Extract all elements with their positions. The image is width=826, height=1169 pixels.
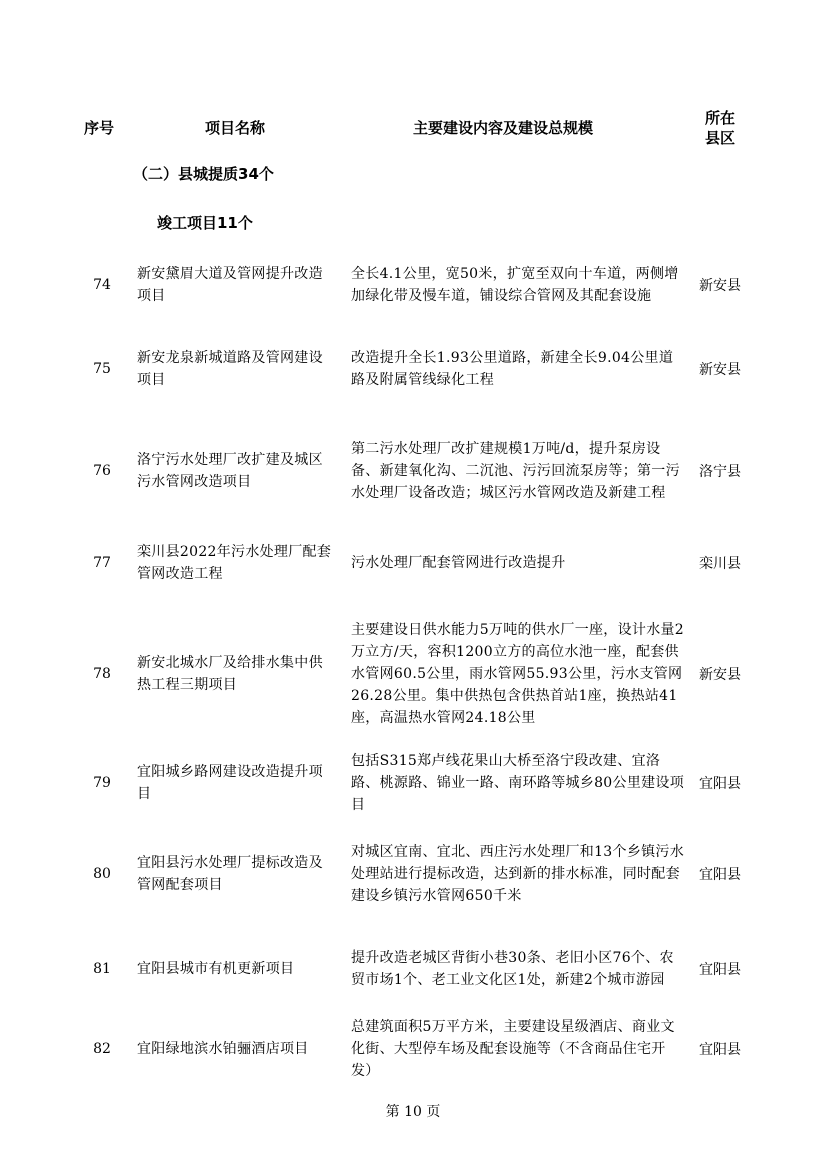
header-county-line2: 县区	[704, 129, 735, 147]
row-project-name: 宜阳县污水处理厂提标改造及管网配套项目	[137, 855, 323, 893]
row-county: 新安县	[699, 362, 741, 378]
row-project-name: 宜阳绿地滨水铂骊酒店项目	[137, 1041, 309, 1057]
header-county	[700, 108, 740, 148]
row-number: 80	[93, 866, 111, 882]
row-content: 全长4.1公里，宽50米，扩宽至双向十车道，两侧增加绿化带及慢车道，铺设综合管网及其配套设施	[351, 266, 679, 304]
row-county: 新安县	[699, 278, 741, 294]
page-number: 第 10 页	[385, 1104, 441, 1120]
header-content: 主要建设内容及建设总规模	[413, 119, 594, 137]
row-county: 栾川县	[699, 556, 741, 572]
row-content: 第二污水处理厂改扩建规模1万吨/d，提升泵房设备、新建氧化沟、二沉池、污污回流泵房等；第一污水处理厂设备改造；城区污水管网改造及新建工程	[351, 441, 680, 501]
subsection-title: 竣工项目11个	[157, 214, 253, 232]
row-number: 82	[93, 1041, 111, 1057]
row-county: 宜阳县	[699, 867, 741, 883]
row-content: 总建筑面积5万平方米，主要建设星级酒店、商业文化街、大型停车场及配套设施等（不含商品住宅开发）	[351, 1019, 675, 1079]
header-seq: 序号	[84, 119, 115, 137]
row-content: 主要建设日供水能力5万吨的供水厂一座，设计水量2万立方/天，容积1200立方的高位水池一座，配套供水管网60.5公里，雨水管网55.93公里，污水支管网26.28公里。集中供热包含供热首站1座，换热站41座，高温热水管网24.18公里	[351, 622, 685, 726]
row-number: 75	[93, 361, 111, 377]
row-county: 新安县	[699, 667, 741, 683]
header-county-line1: 所在	[704, 109, 735, 127]
row-number: 79	[93, 775, 111, 791]
table-row	[0, 540, 826, 586]
row-number: 81	[93, 961, 111, 977]
row-project-name: 宜阳县城市有机更新项目	[137, 961, 295, 977]
row-project-name: 新安黛眉大道及管网提升改造项目	[137, 266, 323, 304]
row-content: 污水处理厂配套管网进行改造提升	[351, 555, 566, 571]
row-number: 78	[93, 666, 111, 682]
row-number: 76	[93, 463, 111, 479]
table-row	[0, 1014, 826, 1084]
row-project-name: 新安龙泉新城道路及管网建设项目	[137, 350, 323, 388]
row-project-name: 宜阳城乡路网建设改造提升项目	[137, 764, 323, 802]
table-row	[0, 606, 826, 742]
row-project-name: 新安北城水厂及给排水集中供热工程三期项目	[137, 655, 323, 693]
row-project-name: 洛宁污水处理厂改扩建及城区污水管网改造项目	[137, 452, 323, 490]
table-row	[0, 934, 826, 1004]
row-county: 宜阳县	[699, 776, 741, 792]
row-number: 77	[93, 555, 111, 571]
table-row	[0, 346, 826, 392]
header-project-name: 项目名称	[205, 119, 266, 137]
row-content: 对城区宜南、宜北、西庄污水处理厂和13个乡镇污水处理站进行提标改造，达到新的排水标准，同时配套建设乡镇污水管网650千米	[351, 844, 685, 904]
section-title: （二）县城提质34个	[133, 165, 274, 183]
row-county: 宜阳县	[699, 1042, 741, 1058]
row-content: 提升改造老城区背街小巷30条、老旧小区76个、农贸市场1个、老工业文化区1处，新建2个城市游园	[351, 950, 674, 988]
table-row	[0, 828, 826, 920]
row-county: 宜阳县	[699, 962, 741, 978]
table-row	[0, 426, 826, 516]
table-header	[0, 108, 826, 152]
row-project-name: 栾川县2022年污水处理厂配套管网改造工程	[137, 544, 332, 582]
row-number: 74	[93, 277, 111, 293]
row-content: 改造提升全长1.93公里道路，新建全长9.04公里道路及附属管线绿化工程	[351, 350, 674, 388]
row-county: 洛宁县	[699, 464, 741, 480]
row-content: 包括S315郑卢线花果山大桥至洛宁段改建、宜洛路、桃源路、锦业一路、南环路等城乡80公里建设项目	[351, 753, 685, 813]
table-row	[0, 252, 826, 318]
table-row	[0, 748, 826, 818]
